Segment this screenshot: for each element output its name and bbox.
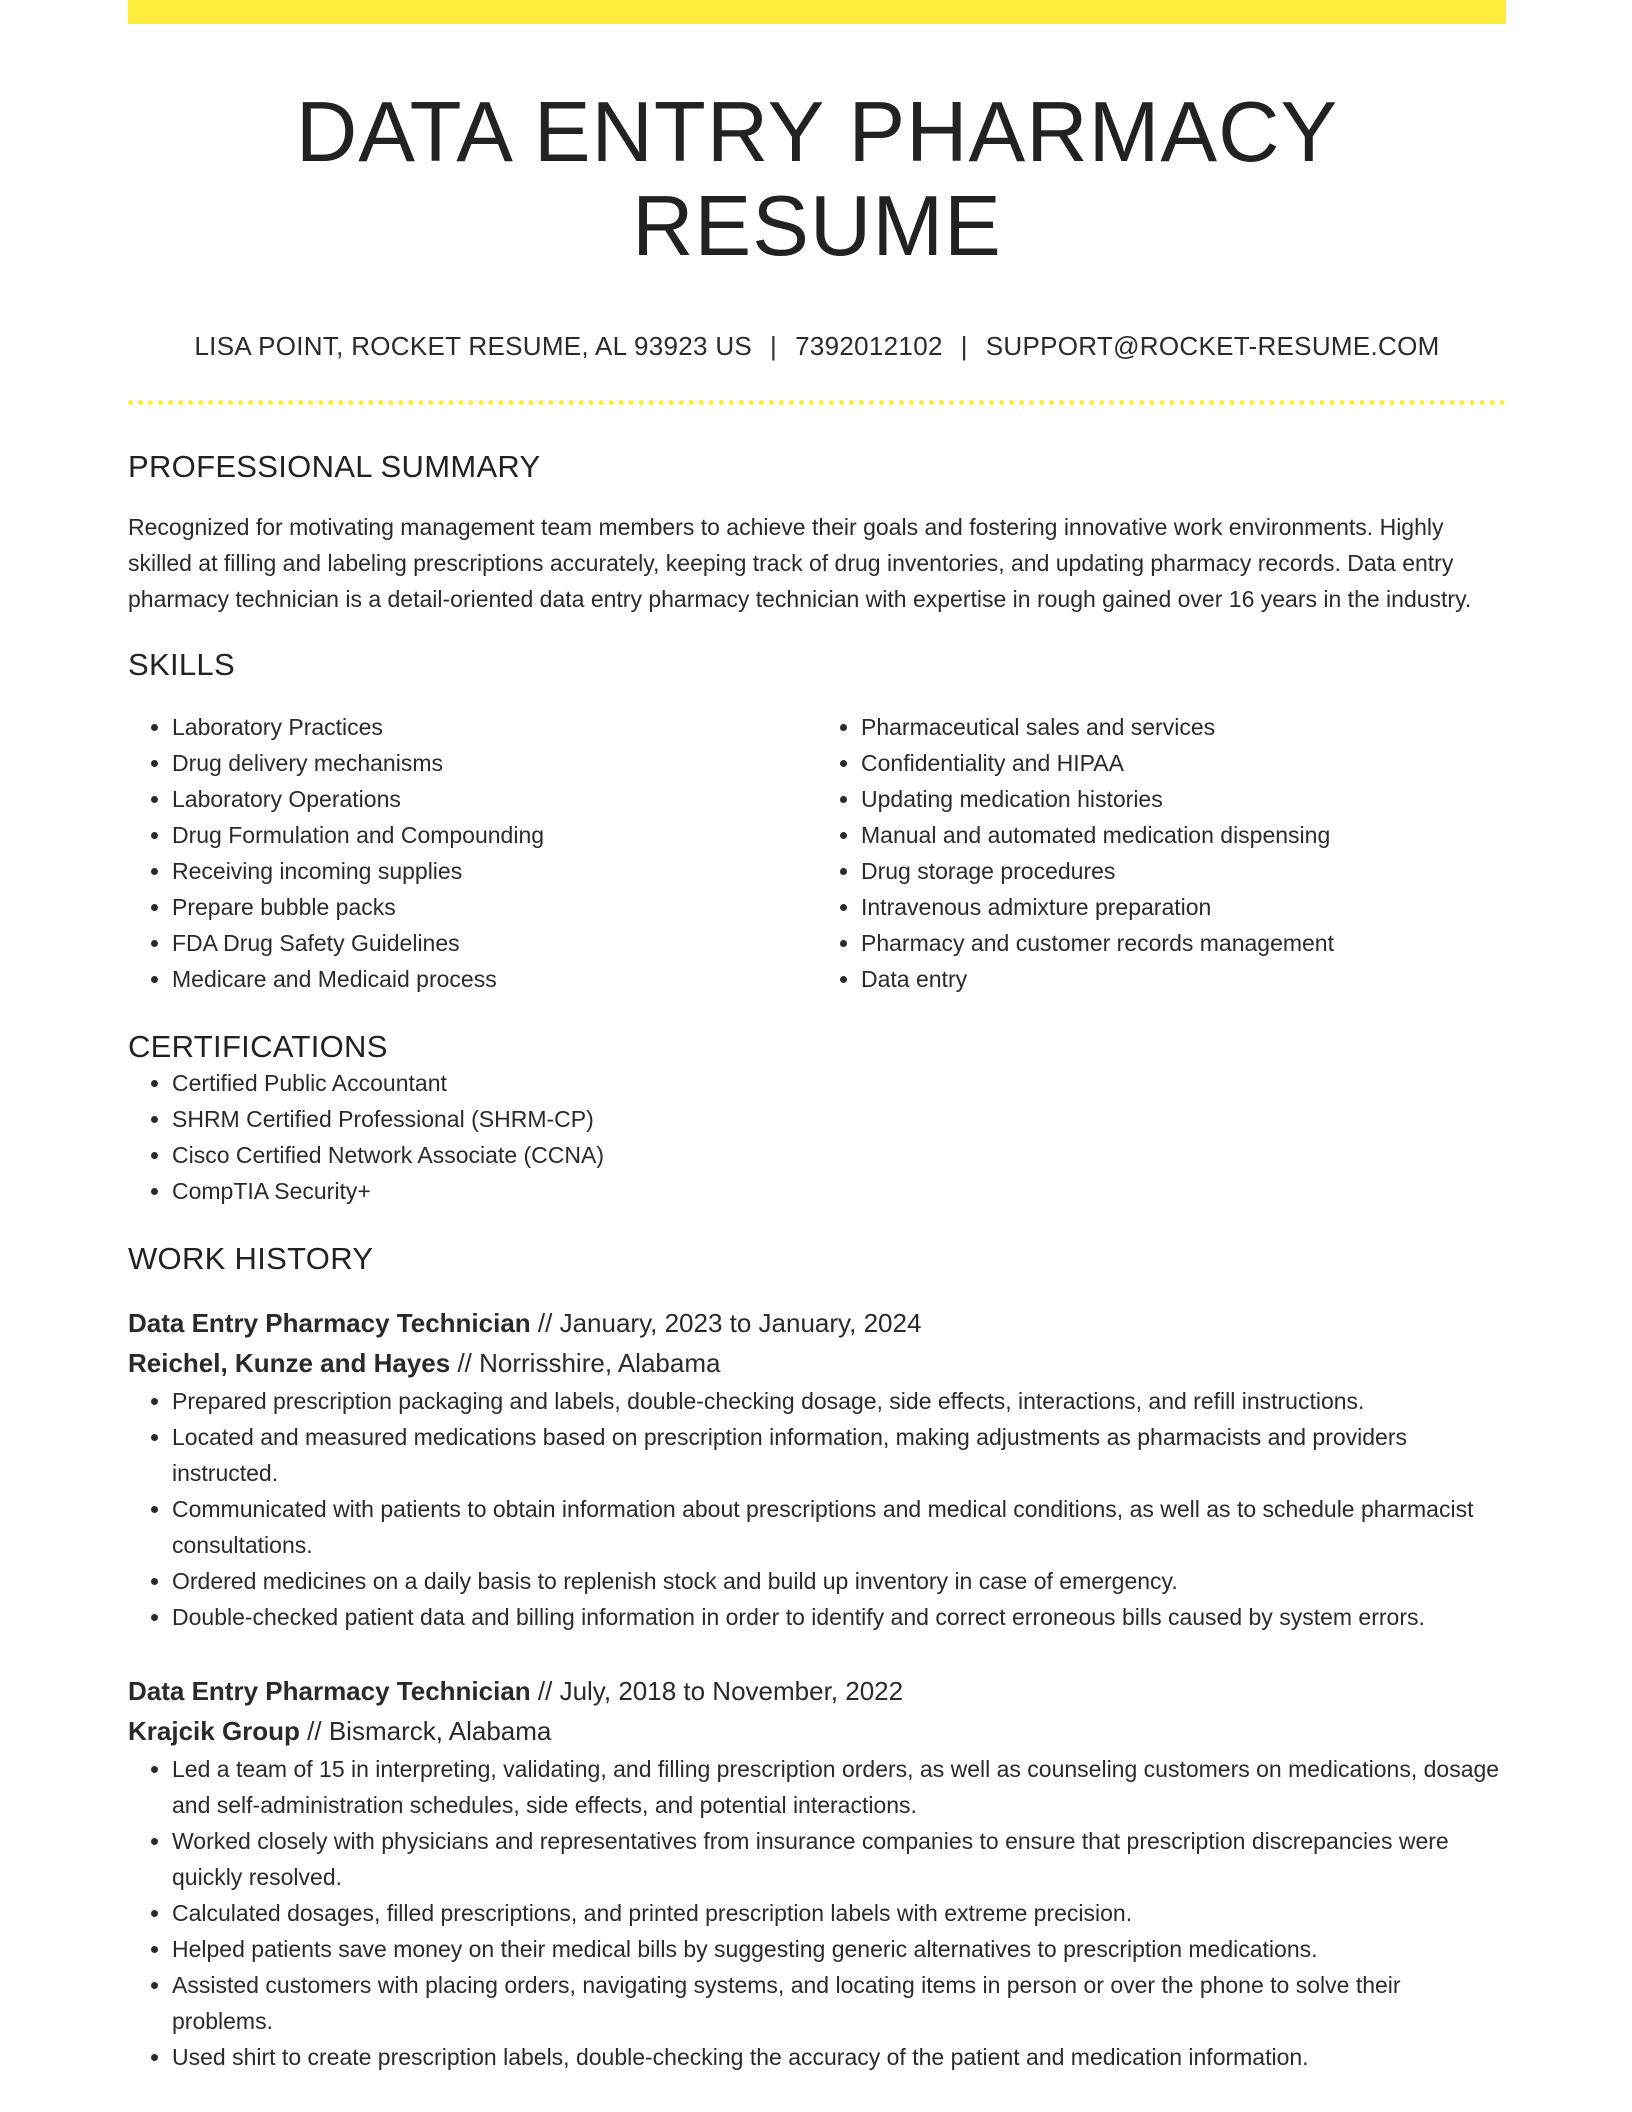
job-bullet: • Led a team of 15 in interpreting, validating, and filling prescription orders, as well as counseling customers on medications, dosage and self-administration schedules, side effects, and potential interactions. [172, 1751, 1506, 1823]
contact-address: LISA POINT, ROCKET RESUME, AL 93923 US [194, 331, 753, 361]
job-company: Reichel, Kunze and Hayes [128, 1348, 451, 1378]
job-bullet: • Helped patients save money on their medical bills by suggesting generic alternatives to prescription medications. [172, 1931, 1506, 1967]
job-bullet-list [128, 1751, 1506, 2075]
skill-item: • Intravenous admixture preparation [861, 889, 1506, 925]
job-bullet: • Assisted customers with placing orders, navigating systems, and locating items in person or over the phone to solve their problems. [172, 1967, 1506, 2039]
job-company-line [128, 1343, 1506, 1383]
job-bullet: • Calculated dosages, filled prescriptions, and printed prescription labels with extreme precision. [172, 1895, 1506, 1931]
skills-heading: SKILLS [128, 647, 235, 682]
skill-item: • Laboratory Practices [172, 709, 817, 745]
certification-item: • Certified Public Accountant [172, 1065, 1506, 1101]
skills-column-left [128, 709, 817, 997]
job-bullet: • Worked closely with physicians and representatives from insurance companies to ensure that prescription discrepancies were quickly resolved. [172, 1823, 1506, 1895]
certifications-section [128, 1029, 1506, 1209]
job-bullet: • Communicated with patients to obtain information about prescriptions and medical conditions, as well as to schedule pharmacist consultations. [172, 1491, 1506, 1563]
skill-item: • Confidentiality and HIPAA [861, 745, 1506, 781]
contact-separator: | [770, 331, 778, 361]
skill-item: • Pharmacy and customer records management [861, 925, 1506, 961]
job-entry [128, 1671, 1506, 2075]
certifications-list [128, 1065, 1506, 1209]
skill-item: • Updating medication histories [861, 781, 1506, 817]
skill-item: • Data entry [861, 961, 1506, 997]
job-title: Data Entry Pharmacy Technician [128, 1676, 531, 1706]
dotted-divider [128, 400, 1506, 405]
skills-section [128, 647, 1506, 997]
job-bullet: • Used shirt to create prescription labels, double-checking the accuracy of the patient and medication information. [172, 2039, 1506, 2075]
contact-phone: 7392012102 [795, 331, 943, 361]
job-dates: // January, 2023 to January, 2024 [530, 1308, 922, 1338]
job-location: // Norrisshire, Alabama [450, 1348, 721, 1378]
skill-item: • Medicare and Medicaid process [172, 961, 817, 997]
work-history-heading: WORK HISTORY [128, 1241, 374, 1276]
job-dates: // July, 2018 to November, 2022 [530, 1676, 904, 1706]
skills-column-right [817, 709, 1506, 997]
contact-line [128, 331, 1506, 362]
resume-page [128, 0, 1506, 2075]
top-accent-bar [128, 0, 1506, 24]
skills-list-left [128, 709, 817, 997]
certification-item: • SHRM Certified Professional (SHRM-CP) [172, 1101, 1506, 1137]
summary-heading: PROFESSIONAL SUMMARY [128, 449, 541, 484]
contact-separator: | [960, 331, 968, 361]
skill-item: • Prepare bubble packs [172, 889, 817, 925]
skill-item: • Receiving incoming supplies [172, 853, 817, 889]
skill-item: • FDA Drug Safety Guidelines [172, 925, 817, 961]
summary-text: Recognized for motivating management team members to achieve their goals and fostering innovative work environments. Highly skilled at filling and labeling prescriptions accurately, keeping track of drug inventories, and updating pharmacy records. Data entry pharmacy technician is a detail-oriented data entry pharmacy technician with expertise in rough gained over 16 years in the industry. [128, 514, 1472, 612]
skill-item: • Drug storage procedures [861, 853, 1506, 889]
skill-item: • Manual and automated medication dispensing [861, 817, 1506, 853]
certification-item: • Cisco Certified Network Associate (CCNA) [172, 1137, 1506, 1173]
job-title-line [128, 1671, 1506, 1711]
job-bullet: • Double-checked patient data and billing information in order to identify and correct erroneous bills caused by system errors. [172, 1599, 1506, 1635]
skills-grid [128, 709, 1506, 997]
work-history-section [128, 1241, 1506, 2075]
summary-section [128, 449, 1506, 617]
job-bullet: • Located and measured medications based on prescription information, making adjustments as pharmacists and providers instructed. [172, 1419, 1506, 1491]
skill-item: • Laboratory Operations [172, 781, 817, 817]
job-company-line [128, 1711, 1506, 1751]
job-company: Krajcik Group [128, 1716, 300, 1746]
job-bullet-list [128, 1383, 1506, 1635]
job-title-line [128, 1303, 1506, 1343]
job-entry [128, 1303, 1506, 1635]
job-bullet: • Ordered medicines on a daily basis to replenish stock and build up inventory in case of emergency. [172, 1563, 1506, 1599]
resume-title: DATA ENTRY PHARMACY RESUME [295, 85, 1339, 274]
skill-item: • Pharmaceutical sales and services [861, 709, 1506, 745]
job-title: Data Entry Pharmacy Technician [128, 1308, 531, 1338]
contact-email: SUPPORT@ROCKET-RESUME.COM [985, 331, 1440, 361]
skills-list-right [817, 709, 1506, 997]
certification-item: • CompTIA Security+ [172, 1173, 1506, 1209]
job-location: // Bismarck, Alabama [299, 1716, 552, 1746]
skill-item: • Drug Formulation and Compounding [172, 817, 817, 853]
skill-item: • Drug delivery mechanisms [172, 745, 817, 781]
job-bullet: • Prepared prescription packaging and labels, double-checking dosage, side effects, interactions, and refill instructions. [172, 1383, 1506, 1419]
certifications-heading: CERTIFICATIONS [128, 1029, 388, 1064]
